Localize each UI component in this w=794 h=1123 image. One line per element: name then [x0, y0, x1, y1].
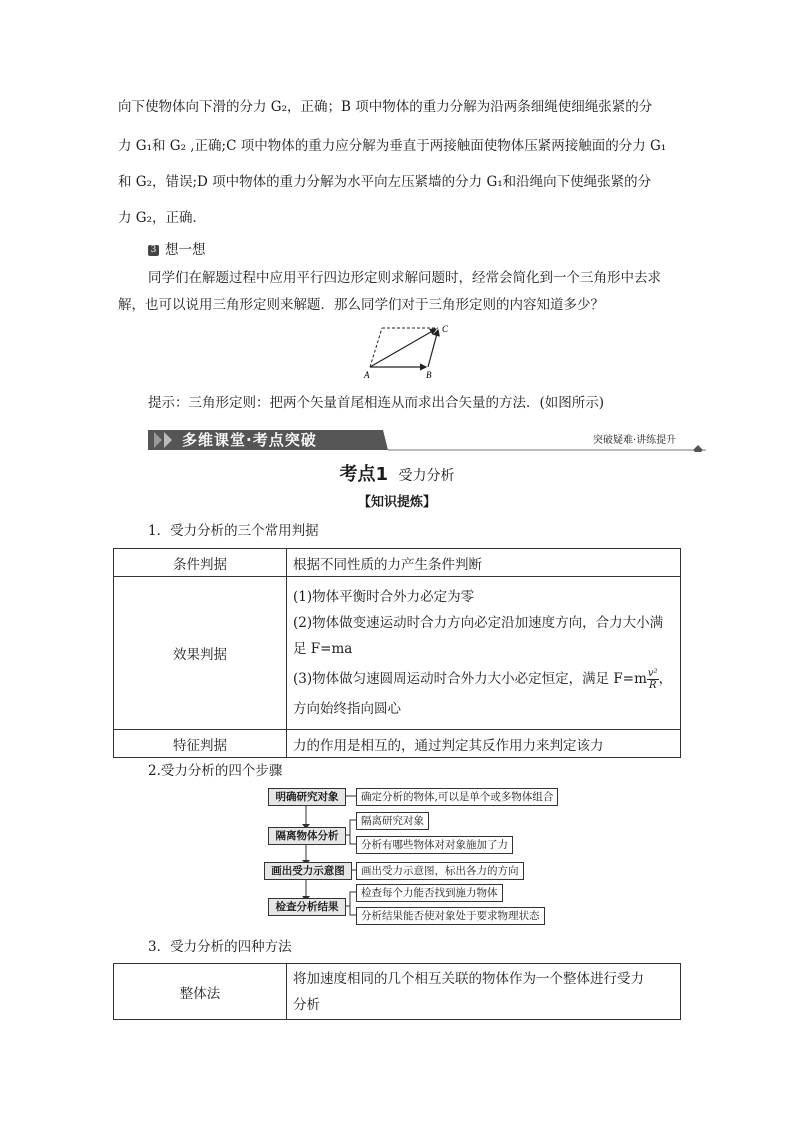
section-banner: [148, 428, 708, 452]
banner-right-text: 突破疑难·讲练提升: [593, 435, 677, 446]
table-row: [114, 549, 681, 577]
method-text-line-1: 将加速度相同的几个相互关联的物体作为一个整体进行受力: [293, 970, 644, 987]
intro-line-1: 向下使物体向下滑的分力 G₂，正确；B 项中物体的重力分解为沿两条细绳使细绳张紧的分: [118, 99, 653, 115]
effect-item-3-text: (3)物体做匀速圆周运动时合外力大小必定恒定，满足 F=m: [293, 671, 647, 687]
formula-fraction: [647, 668, 659, 691]
step-4-detail-1: 检查每个力能否找到施力物体: [356, 884, 503, 902]
step-1-detail: 确定分析的物体,可以是单个或多物体组合: [356, 788, 558, 806]
effect-item-2b: 足 F=ma: [293, 641, 353, 657]
step-2-detail-2: 分析有哪些物体对对象施加了力: [356, 836, 513, 854]
row-label-feature: 特征判据: [114, 730, 287, 758]
table-row: [114, 730, 681, 758]
vector-ac: [370, 329, 436, 367]
step-1-box: 明确研究对象: [268, 788, 346, 806]
point-a-label: A: [364, 370, 370, 380]
effect-item-3b: 方向始终指向圆心: [293, 701, 401, 717]
step-3-detail: 画出受力示意图，标出各力的方向: [356, 862, 524, 880]
method-text-whole: [287, 964, 681, 1020]
intro-line-3: 和 G₂，错误;D 项中物体的重力分解为水平向左压紧墙的分力 G₁和沿绳向下使绳张紧的分: [118, 174, 652, 190]
step-4-detail-2: 分析结果能否使对象处于要求物理状态: [356, 907, 545, 925]
effect-item-3: [293, 662, 674, 696]
table-row: [114, 964, 681, 1020]
heading-four-steps: 2.受力分析的四个步骤: [148, 763, 283, 779]
method-text-line-2: 分析: [293, 996, 320, 1013]
think-question-2: 解，也可以说用三角形定则来解题．那么同学们对于三角形定则的内容知道多少？: [118, 297, 604, 313]
fraction-numerator: v²: [647, 668, 658, 679]
point-b-label: B: [426, 370, 432, 380]
method-label-whole: 整体法: [114, 964, 287, 1020]
effect-item-3-end: ，: [658, 671, 673, 687]
think-hint: 提示：三角形定则：把两个矢量首尾相连从而求出合矢量的方法．(如图所示): [148, 395, 605, 411]
methods-table: [113, 963, 681, 1020]
row-text-condition: 根据不同性质的力产生条件判断: [287, 549, 681, 577]
think-question-1: 同学们在解题过程中应用平行四边形定则求解问题时，经常会简化到一个三角形中去求: [148, 270, 661, 286]
banner-title: 多维课堂·考点突破: [182, 431, 317, 449]
section-title-sub: 受力分析: [398, 468, 455, 484]
think-heading-text: 想一想: [165, 242, 206, 258]
table-row: [114, 577, 681, 730]
step-2-box: 隔离物体分析: [268, 827, 346, 845]
effect-item-2: (2)物体做变速运动时合力方向必定沿加速度方向，合力大小满: [293, 615, 664, 631]
intro-line-2: 力 G₁和 G₂ ,正确;C 项中物体的重力应分解为垂直于两接触面使物体压紧两接触面的分力 G₁: [118, 138, 667, 154]
row-text-effect: [287, 577, 681, 730]
row-label-condition: 条件判据: [114, 549, 287, 577]
heading-four-methods: 3．受力分析的四种方法: [148, 939, 292, 955]
think-badge: 3: [148, 245, 159, 256]
knowledge-refine-heading: 【知识提炼】: [357, 495, 436, 510]
vector-bc: [428, 330, 438, 367]
intro-line-4: 力 G₂，正确．: [118, 210, 206, 226]
step-3-box: 画出受力示意图: [264, 862, 352, 880]
point-c-label: C: [442, 324, 449, 334]
think-heading: [148, 241, 206, 259]
row-label-effect: 效果判据: [114, 577, 287, 730]
step-2-detail-1: 隔离研究对象: [356, 812, 429, 830]
effect-item-1: (1)物体平衡时合外力必定为零: [293, 589, 475, 605]
step-4-box: 检查分析结果: [268, 898, 346, 916]
section-title-main: 考点1: [339, 464, 389, 485]
triangle-rule-figure: [360, 322, 470, 382]
heading-three-criteria: 1．受力分析的三个常用判据: [148, 523, 319, 539]
section-title: [0, 464, 794, 487]
criteria-table: [113, 548, 681, 758]
row-text-feature: 力的作用是相互的，通过判定其反作用力来判定该力: [287, 730, 681, 758]
fraction-denominator: R: [648, 680, 657, 691]
